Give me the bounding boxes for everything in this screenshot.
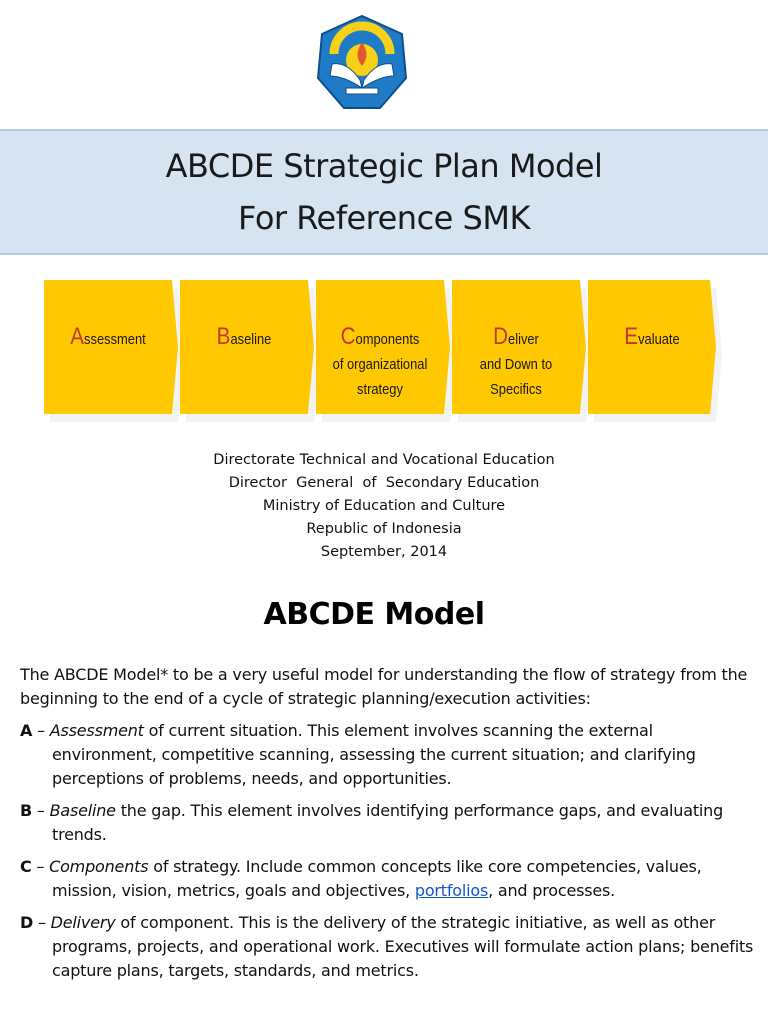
list-item-a: A – Assessment of current situation. This element involves scanning the external environment, competitive scanning, assessing the current situation; and clarifying perceptions of problems, needs, and opportunities.: [20, 721, 696, 788]
body-text: [20, 663, 760, 991]
flow-step-label: Components of organizational strategy: [332, 323, 428, 398]
list-item-d: D – Delivery of component. This is the delivery of the strategic initiative, as well as other programs, projects, and operational work. Executives will formulate action plans; benefits capture plans, targets, standards, and metrics.: [20, 913, 754, 980]
flow-step-label: Deliver and Down to Specifics: [479, 323, 553, 398]
publisher-line: Republic of Indonesia: [306, 521, 462, 537]
portfolios-link[interactable]: portfolios: [414, 881, 489, 900]
ministry-logo: [316, 14, 408, 112]
abcde-process-flow: [44, 280, 724, 422]
flow-step-label: Evaluate: [624, 323, 680, 350]
title-banner: [0, 129, 768, 255]
section-heading: ABCDE Model: [263, 597, 485, 632]
page-title-line-1: ABCDE Strategic Plan Model: [165, 147, 603, 185]
publisher-block: [0, 449, 768, 564]
intro-paragraph: The ABCDE Model* to be a very useful model for understanding the flow of strategy from the beginning to the end of a cycle of strategic planning/execution activities:: [20, 665, 748, 708]
page-title-line-2: For Reference SMK: [238, 199, 530, 237]
flow-step-label: Assessment: [70, 323, 146, 350]
tut-wuri-handayani-emblem-icon: [316, 14, 408, 112]
publication-date: September, 2014: [320, 544, 448, 560]
list-item-c: C – Components of strategy. Include common concepts like core competencies, values, mission, vision, metrics, goals and objectives, portfolios, and processes.: [20, 857, 702, 900]
publisher-line: Directorate Technical and Vocational Education: [213, 452, 555, 468]
list-item-b: B – Baseline the gap. This element involves identifying performance gaps, and evaluating trends.: [20, 801, 724, 844]
flow-step-label: Baseline: [216, 323, 272, 350]
publisher-line: Director General of Secondary Education: [228, 475, 540, 491]
publisher-line: Ministry of Education and Culture: [262, 498, 506, 514]
